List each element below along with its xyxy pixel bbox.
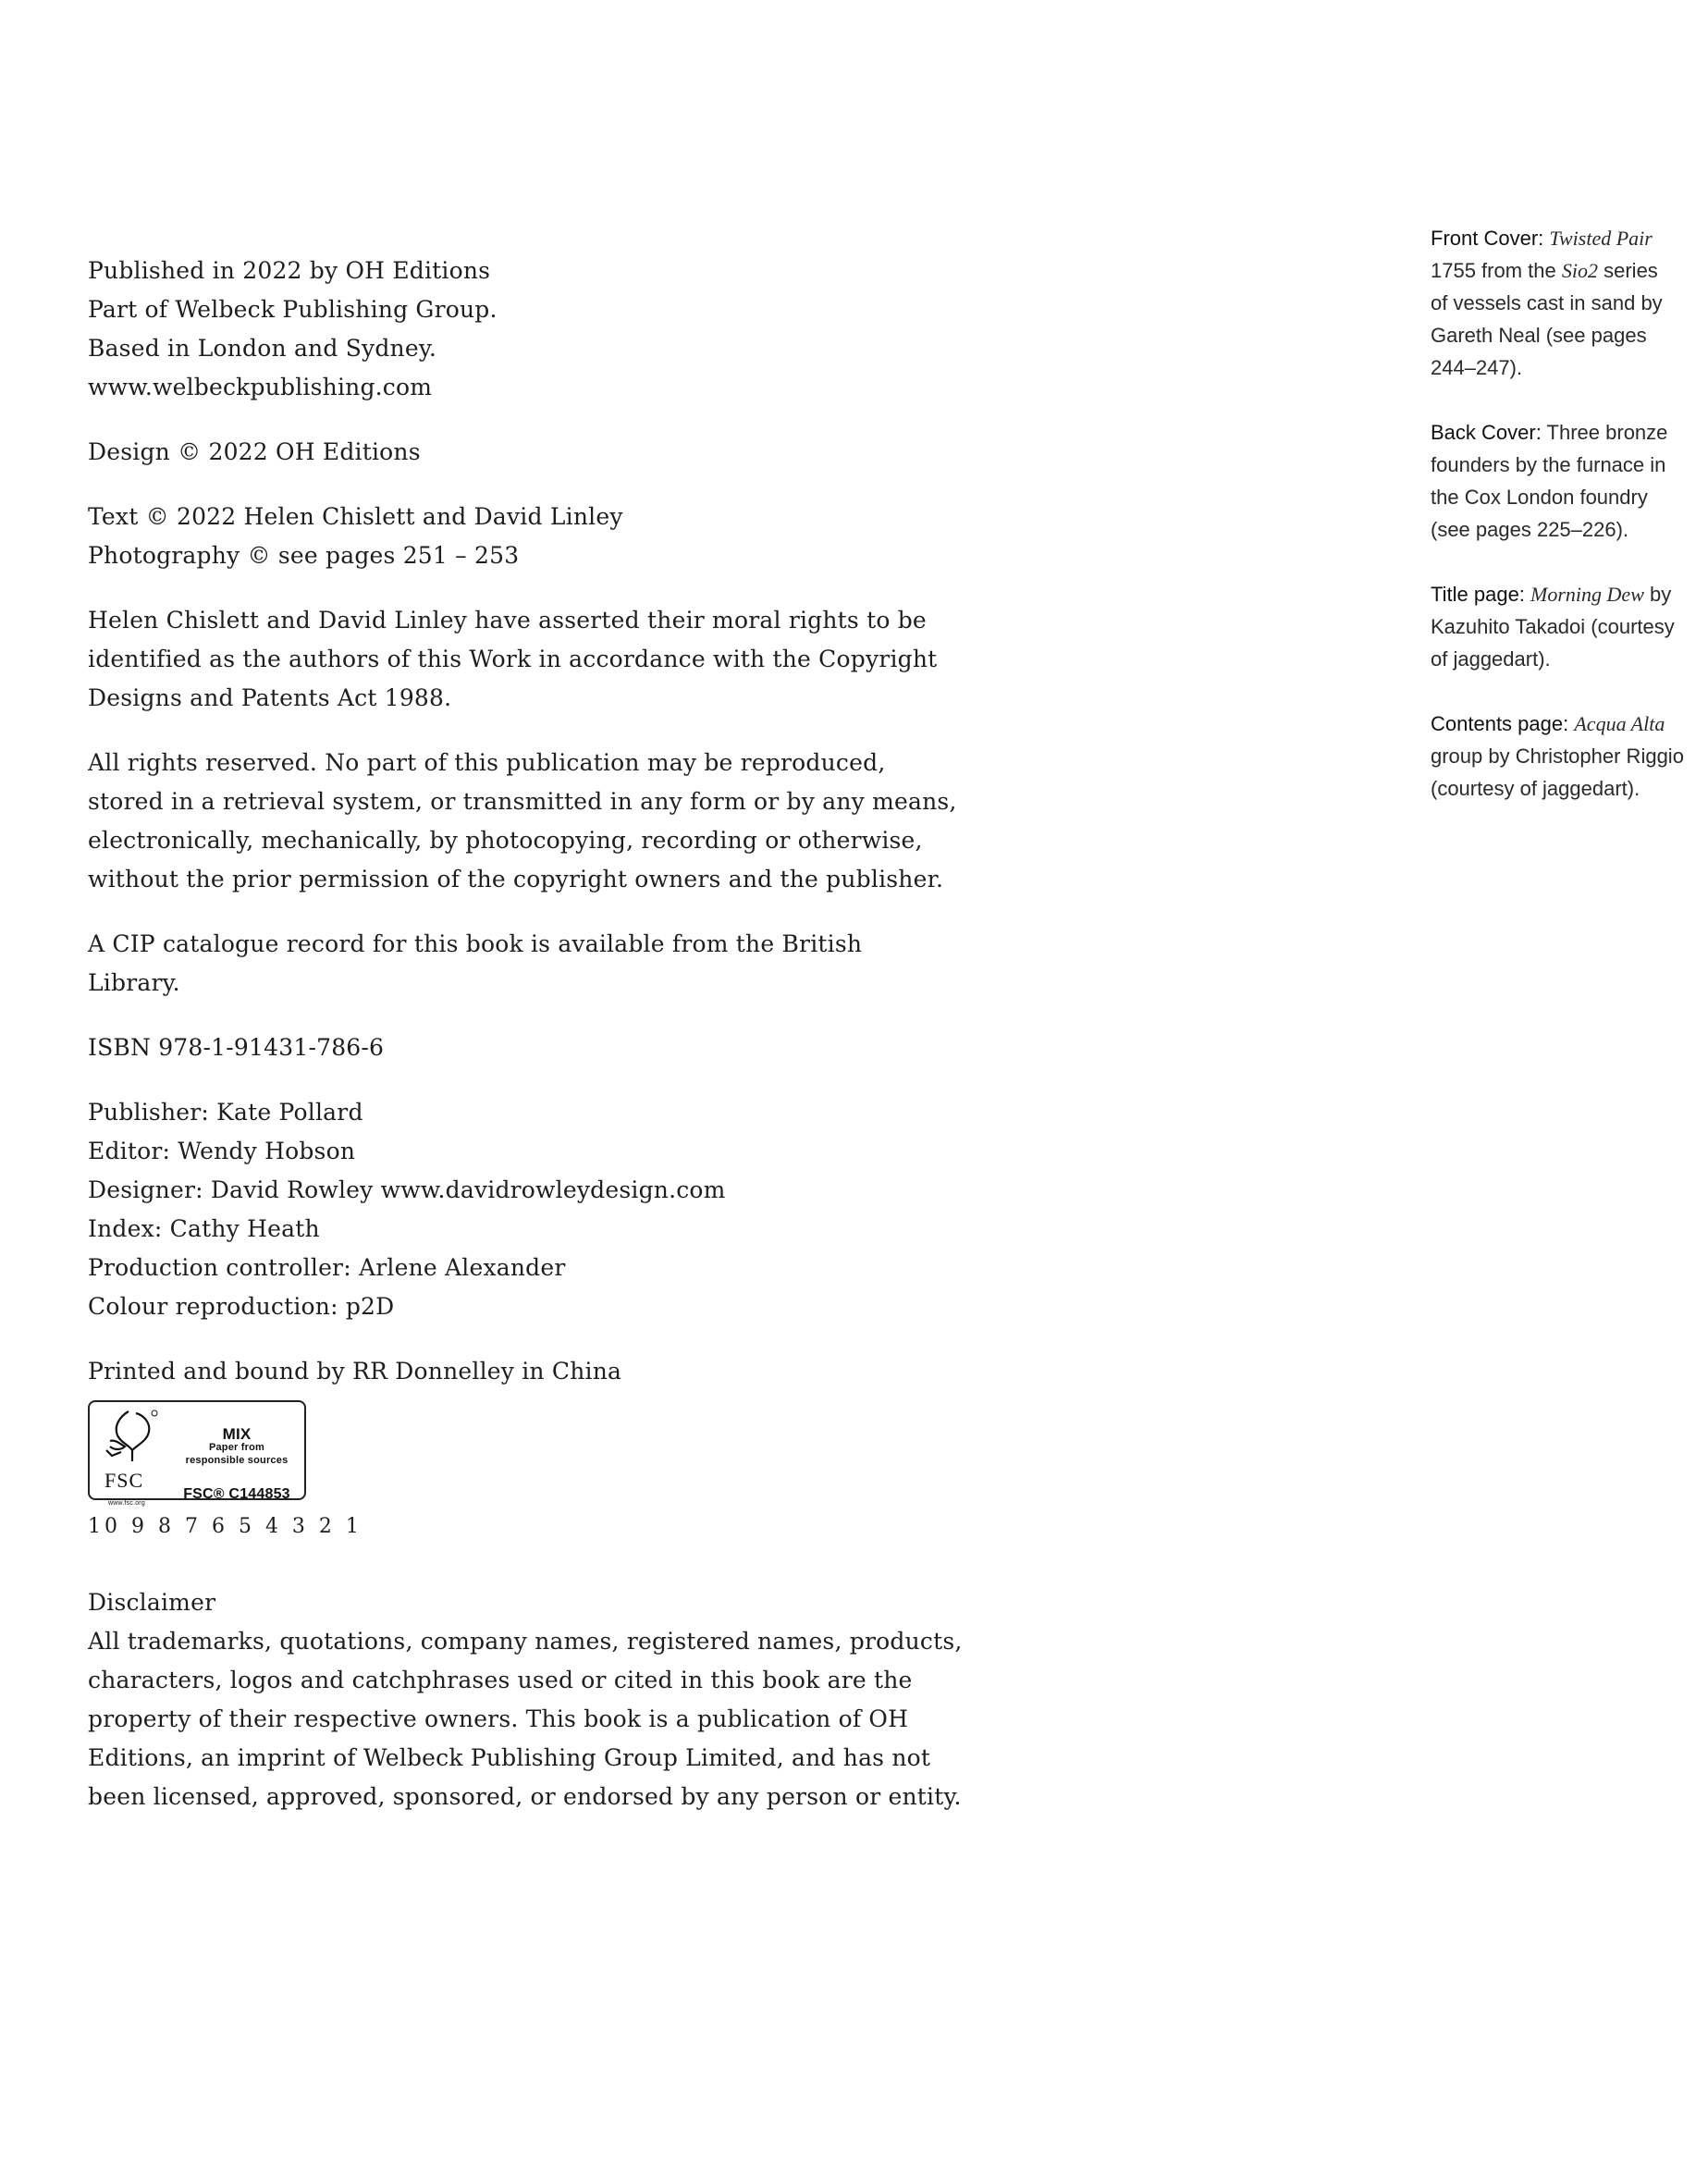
disclaimer-heading: Disclaimer [88,1589,216,1616]
rights-reserved: All rights reserved. No part of this publication may be reproduced, stored in a retrieval system, or transmitted in any form or by any means, electronically, mechanically, by photocopying, recording or otherwise, without the prior permission of the copyright owners and the publisher. [88,749,957,893]
staff-publisher: Publisher: Kate Pollard [88,1099,363,1126]
picture-credits [1431,222,1708,837]
location-line: Based in London and Sydney. [88,335,437,362]
credit-front-cover: Front Cover: Twisted Pair 1755 from the Sio2 series of vessels cast in sand by Gareth Neal (see pages 244–247). [1431,227,1663,379]
fsc-wordmark: FSC [104,1469,144,1492]
credit-label: Front Cover: [1431,227,1544,250]
credit-title: Morning Dew [1530,583,1644,606]
staff-colour: Colour reproduction: p2D [88,1293,395,1320]
cip-record: A CIP catalogue record for this book is available from the British Library. [88,930,863,996]
credit-label: Contents page: [1431,712,1569,735]
publisher-info [88,252,883,407]
imprint-column [88,252,963,1816]
credit-title: Acqua Alta [1574,712,1665,735]
group-line: Part of Welbeck Publishing Group. [88,296,498,323]
printer-line: Printed and bound by RR Donnelley in China [88,1358,622,1385]
credit-back-cover: Back Cover: Three bronze founders by the furnace in the Cox London foundry (see pages 225–226). [1431,421,1668,541]
print-line: 10 9 8 7 6 5 4 3 2 1 [88,1515,362,1538]
moral-rights: Helen Chislett and David Linley have asserted their moral rights to be identified as the authors of this Work in accordance with the Copyright Designs and Patents Act 1988. [88,607,938,711]
credit-contents-page: Contents page: Acqua Alta group by Christopher Riggio (courtesy of jaggedart). [1431,712,1684,800]
credit-title-page: Title page: Morning Dew by Kazuhito Takadoi (courtesy of jaggedart). [1431,583,1675,671]
staff-production: Production controller: Arlene Alexander [88,1254,566,1281]
disclaimer: Disclaimer All trademarks, quotations, company names, registered names, products, characters, logos and catchphrases used or cited in this book are the property of their respective owners. This book is a publication of OH Editions, an imprint of Welbeck Publishing Group Limited, and has not been licensed, approved, sponsored, or endorsed by any person or entity. [88,1583,883,1816]
text-copyright: Text © 2022 Helen Chislett and David Linley [88,503,623,530]
staff-designer: Designer: David Rowley www.davidrowleydesign.com [88,1176,726,1203]
fsc-license-code: FSC® C144853 [183,1486,290,1502]
isbn: ISBN 978-1-91431-786-6 [88,1034,385,1061]
credit-label: Back Cover: [1431,421,1542,444]
fsc-tree-icon [101,1408,160,1465]
website-link[interactable]: www.welbeckpublishing.com [88,374,433,400]
staff-editor: Editor: Wendy Hobson [88,1138,356,1164]
credit-title: Twisted Pair [1549,227,1653,250]
design-copyright: Design © 2022 OH Editions [88,438,421,465]
fsc-url: www.fsc.org [108,1500,145,1507]
fsc-paper-label: Paper from responsible sources [185,1442,289,1466]
fsc-mix-label: MIX [222,1425,252,1443]
copyright-block [88,498,883,575]
published-line: Published in 2022 by OH Editions [88,257,491,284]
photo-copyright: Photography © see pages 251 – 253 [88,542,520,569]
staff-index: Index: Cathy Heath [88,1215,320,1242]
staff-credits [88,1093,883,1326]
fsc-logo [88,1400,306,1507]
credit-label: Title page: [1431,583,1525,606]
